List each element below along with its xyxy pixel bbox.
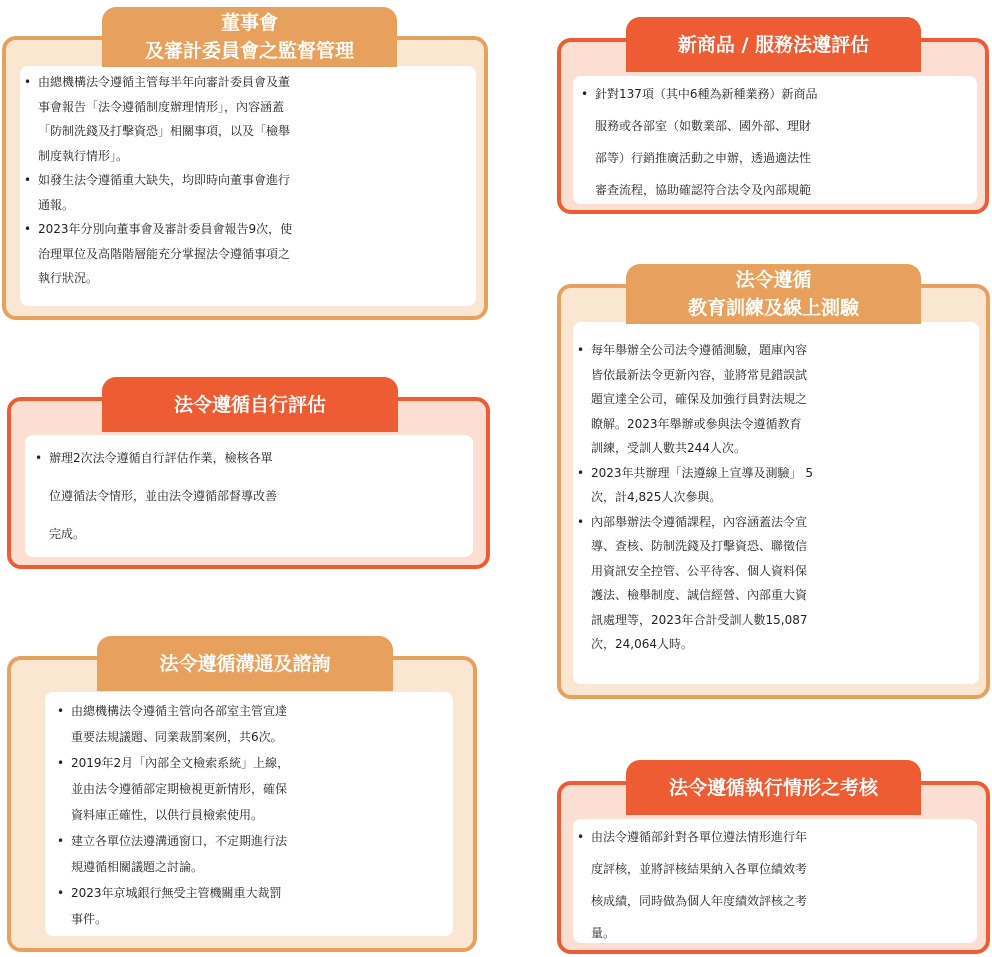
new-products-title-text: 新商品 / 服務法遵評估 [677,33,870,56]
list-item-line: 題宣達全公司，確保及加強行員對法規之 [591,392,808,406]
list-item-line: 服務或各部室（如數業部、國外部、理財 [595,119,812,133]
list-item-line: 用資訊安全控管、公平待客、個人資料保 [591,563,808,578]
list-item-line: 規遵循相關議題之討論。 [71,860,204,874]
list-item-line: • 內部舉辦法令遵循課程，內容涵蓋法令宣 [591,514,808,529]
list-item-line: 事會報告「法令遵循制度辦理情形」，內容涵蓋 [38,99,285,114]
list-item-line: 部等）行銷推廣活動之申辦，透過適法性 [595,151,812,165]
list-item [57,880,453,932]
self-assessment-title [102,377,398,432]
board-oversight-title [102,7,397,67]
list-item-line: 制度執行情形」。 [38,148,129,163]
list-item-line: 導、查核、防制洗錢及打擊資恐、聯徵信 [591,539,808,553]
new-products-content [573,76,977,204]
list-item-line: 資料庫正確性，以供行員檢索使用。 [71,808,264,822]
communication-card [7,656,477,952]
list-item [577,510,979,657]
list-item-line: • 建立各單位法遵溝通窗口，不定期進行法 [71,834,288,848]
list-item-line: 次，24,064人時。 [591,637,693,651]
training-card [557,284,990,699]
list-item [577,461,979,510]
list-item-line: • 由法令遵循部針對各單位遵法情形進行年 [591,830,808,844]
list-item [24,168,476,217]
list-item [24,70,476,168]
list-item [577,821,977,943]
communication-title-text: 法令遵循溝通及諮詢 [159,652,331,675]
evaluation-list [577,821,977,943]
list-item [24,217,476,291]
board-oversight-list [24,70,476,291]
list-item-line: • 每年舉辦全公司法令遵循測驗，題庫內容 [591,343,808,357]
training-content [573,322,979,684]
list-item-line: 瞭解。2023年舉辦或參與法令遵循教育 [591,416,802,431]
new-products-list [581,78,977,204]
evaluation-content [573,819,977,943]
list-item-line: 完成。 [49,527,86,541]
training-list [577,338,979,657]
list-item [57,828,453,880]
board-oversight-content [20,66,476,306]
list-item-line: 重要法規議題、同業裁罰案例，共6次。 [71,730,283,744]
new-products-title [626,17,921,72]
board-oversight-title-line1: 董事會 [220,12,278,34]
self-assessment-title-text: 法令遵循自行評估 [173,393,326,416]
training-title [626,264,921,324]
list-item [57,750,453,828]
list-item-line: 執行狀況。 [38,271,99,285]
list-item-line: • 2019年2月「內部全文檢索系統」上線， [71,756,290,770]
list-item-line: 護法、檢舉制度、誠信經營、內部重大資 [591,588,808,602]
list-item-line: 並由法令遵循部定期檢視更新情形，確保 [71,782,288,796]
self-assessment-list [35,439,473,553]
training-title-line2: 教育訓練及線上測驗 [687,297,859,319]
list-item-line: 訓練，受訓人數共244人次。 [591,441,746,455]
list-item-line: 量。 [591,926,616,940]
list-item-line: 事件。 [71,912,108,926]
list-item [35,439,473,553]
list-item-line: • 2023年分別向董事會及審計委員會報告9次，使 [38,222,293,236]
list-item-line: • 辦理2次法令遵循自行評估作業，檢核各單 [49,451,273,465]
list-item-line: • 由總機構法令遵循主管每半年向審計委員會及董 [38,75,291,89]
list-item-line: • 2023年京城銀行無受主管機關重大裁罰 [71,886,282,900]
list-item-line: 通報。 [38,197,75,212]
list-item-line: 次，計4,825人次參與。 [591,490,722,504]
training-title-line1: 法令遵循 [735,269,812,291]
list-item-line: 「防制洗錢及打擊資恐」相關事項，以及「檢舉 [38,124,291,138]
board-oversight-title-line2: 及審計委員會之監督管理 [144,40,354,62]
list-item-line: 治理單位及高階階層能充分掌握法令遵循事項之 [38,246,291,261]
list-item-line: 度評核，並將評核結果納入各單位績效考 [591,862,808,876]
list-item-line: • 2023年共辦理「法遵線上宣導及測驗」 5 [591,465,813,480]
evaluation-title-text: 法令遵循執行情形之考核 [668,776,878,799]
list-item-line: • 由總機構法令遵循主管向各部室主管宣達 [71,704,288,718]
communication-list [57,698,453,932]
evaluation-title [626,760,921,815]
list-item-line: • 針對137項（其中6種為新種業務）新商品 [595,87,818,101]
list-item-line: 訊處理等，2023年合計受訓人數15,087 [591,612,808,627]
board-oversight-card [2,36,488,320]
list-item [577,338,979,461]
communication-title [97,636,393,691]
communication-content [45,692,453,936]
list-item-line: 皆依最新法令更新內容，並將常見錯誤試 [591,367,808,382]
list-item-line: 核成績，同時做為個人年度績效評核之考 [591,894,808,908]
list-item-line: 審查流程，協助確認符合法令及內部規範 [595,183,812,197]
list-item-line: 位遵循法令情形，並由法令遵循部督導改善 [49,489,278,503]
list-item [581,78,977,204]
self-assessment-content [25,435,473,557]
list-item [57,698,453,750]
list-item-line: • 如發生法令遵循重大缺失，均即時向董事會進行 [38,173,291,187]
